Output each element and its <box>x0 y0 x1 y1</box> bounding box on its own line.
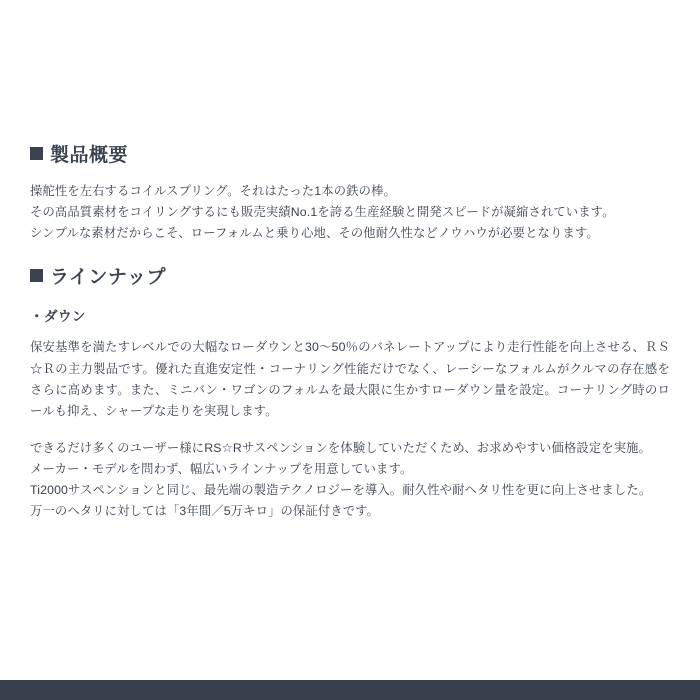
square-bullet-icon <box>30 269 43 282</box>
square-bullet-icon <box>30 147 43 160</box>
section-product-overview <box>30 140 670 244</box>
section-lineup <box>30 262 670 522</box>
footer-bar <box>0 680 700 700</box>
lineup-line-2: メーカー・モデルを問わず、幅広いラインナップを用意しています。 <box>30 462 413 477</box>
lineup-line-1: できるだけ多くのユーザー様にRS☆Rサスペンションを体験していただくため、お求めやすい価格設定を実施。 <box>30 440 652 455</box>
subheading-down: ・ダウン <box>30 309 86 325</box>
lineup-main-text: 保安基準を満たすレベルでの大幅なローダウンと30〜50％のバネレートアップにより走行性能を向上させる、ＲＳ☆Ｒの主力製品です。優れた直進安定性・コーナリング性能だけでなく、レーシーなフォルムがクルマの存在感をさらに高めます。また、ミニバン・ワゴンのフォルムを最大限に生かすローダウン量を設定。コーナリング時のロールも抑え、シャープな走りを実現します。 <box>30 340 670 418</box>
lineup-line-3: Ti2000サスペンションと同じ、最先端の製造テクノロジーを導入。耐久性や耐ヘタリ性を更に向上させました。 <box>30 483 652 498</box>
lineup-bullet-lines <box>30 438 670 523</box>
lineup-line-4: 万一のヘタリに対しては「3年間／5万キロ」の保証付きです。 <box>30 504 380 519</box>
section-heading-product-overview <box>30 140 670 167</box>
section-heading-text: 製品概要 <box>50 145 129 166</box>
overview-line-3: シンプルな素材だからこそ、ローフォルムと乗り心地、その他耐久性などノウハウが必要となります。 <box>30 226 599 241</box>
section-heading-text: ラインナップ <box>50 267 167 289</box>
section-heading-lineup <box>30 262 670 289</box>
overview-paragraphs <box>30 181 670 244</box>
overview-line-1: 操舵性を左右するコイルスプリング。それはたった1本の鉄の棒。 <box>30 184 396 198</box>
overview-line-2: その高品質素材をコイリングするにも販売実績No.1を誇る生産経験と開発スピードが凝縮されています。 <box>30 205 615 220</box>
